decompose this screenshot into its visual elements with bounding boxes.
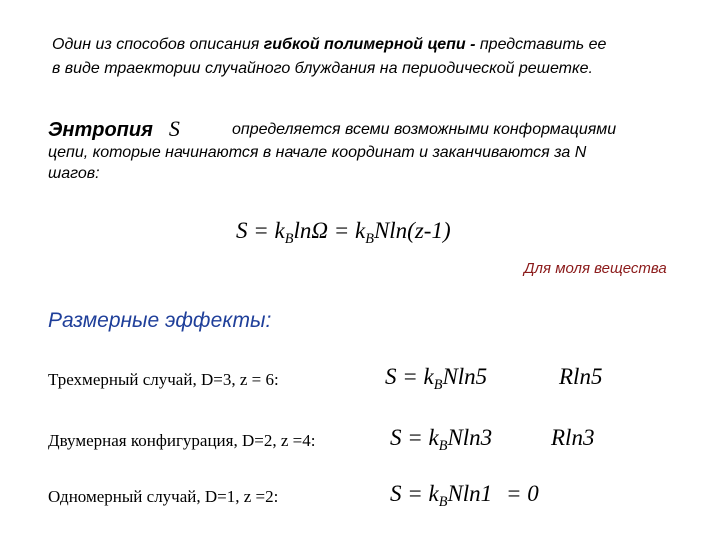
entropy-symbol: S bbox=[168, 116, 180, 141]
entropy-word: Энтропия bbox=[48, 119, 153, 141]
molar-note: Для моля вещества bbox=[524, 260, 667, 277]
case-2d-molar: Rln3 bbox=[551, 425, 595, 450]
entropy-text-line-2: цепи, которые начинаются в начале координат и заканчиваются за N bbox=[48, 144, 587, 161]
entropy-text-line-3: шагов: bbox=[48, 165, 100, 182]
case-3d-molar: Rln5 bbox=[559, 364, 603, 389]
case-2d-label: Двумерная конфигурация, D=2, z =4: bbox=[48, 431, 316, 450]
case-3d-formula: $S = k_BNln5$ bbox=[385, 364, 488, 393]
intro-line-2: в виде траектории случайного блуждания на периодической решетке. bbox=[52, 60, 593, 77]
intro-bold-phrase: гибкой полимерной цепи - bbox=[263, 36, 480, 53]
size-effects-heading: Размерные эффекты: bbox=[48, 309, 272, 332]
entropy-formula: $S = k_B\ln\Omega = k_BNln(z-1)$ bbox=[236, 218, 451, 247]
intro-line-1: Один из способов описания гибкой полимерной цепи - представить ее bbox=[52, 36, 607, 53]
entropy-text-line-1: определяется всеми возможными конформациями bbox=[232, 121, 617, 138]
entropy-heading bbox=[48, 116, 180, 142]
case-1d-result: = 0 bbox=[505, 481, 539, 506]
case-1d-formula: $S = k_BNln1 = 0$ bbox=[390, 481, 539, 510]
case-3d-label: Трехмерный случай, D=3, z = 6: bbox=[48, 370, 279, 389]
case-1d-label: Одномерный случай, D=1, z =2: bbox=[48, 487, 279, 506]
case-2d-formula: $S = k_BNln3$ bbox=[390, 425, 493, 454]
